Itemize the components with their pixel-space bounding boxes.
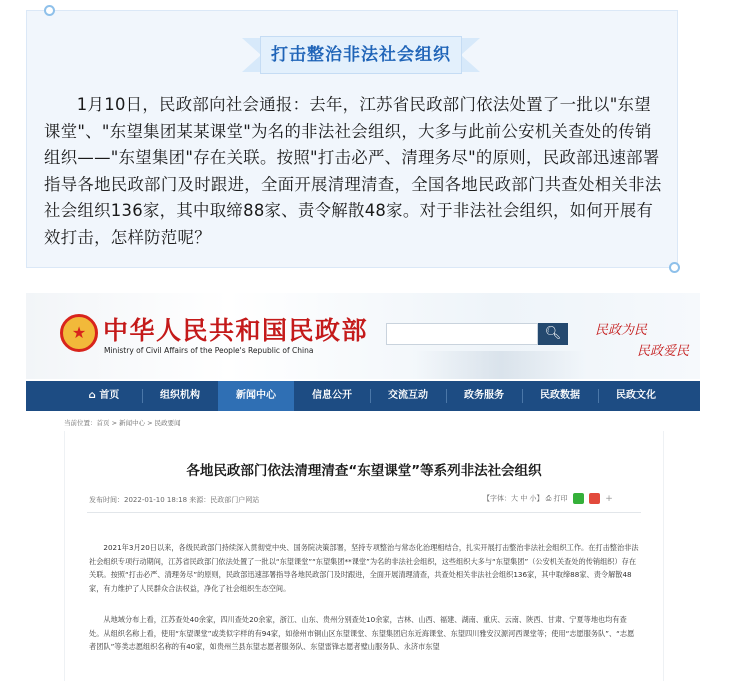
nav-civil-culture[interactable]: 民政文化	[616, 390, 656, 401]
article-title: 各地民政部门依法清理清查“东望课堂”等系列非法社会组织	[186, 463, 542, 479]
header-decoration	[416, 351, 586, 379]
card-paragraph: 1月10日，民政部向社会通报：去年，江苏省民政部门依法处置了一批以"东望课堂"、"东望集团某某课堂"为名的非法社会组织，大多与此前公安机关查处的传销组织——"东望集团"存在关联。按照"打击必严、清理务尽"的原则，民政部迅速部署指导各地民政部门及时跟进，全面开展清理清查，全国各地民政部门共查处相关非法社会组织136家，其中取缔88家、责令解散48家。对于非法社会组织，如何开展有效打击，怎样防范呢？	[44, 95, 662, 247]
nav-civil-data[interactable]: 民政数据	[540, 390, 580, 401]
print-link[interactable]: 打印	[553, 494, 568, 503]
print-icon[interactable]: ⎙	[545, 494, 552, 503]
site-subtitle: Ministry of Civil Affairs of the People's Republic of China	[104, 346, 314, 355]
article-paragraph: 2021年3月20日以来，各级民政部门持续深入贯彻党中央、国务院决策部署，坚持专项整治与常态化治理相结合，扎实开展打击整治非法社会组织工作。在打击整治非法社会组织专项行动期间，江苏省民政部门依法处置了一批以“东望课堂”“东望集团**课堂”为名的非法社会组织，这些组织大多与“东望集团”（公安机关查处的传销组织）存在关联。按照“打击必严、清理务尽”的原则，民政部迅速部署指导各地民政部门及时跟进，全面开展清理清查，共查处相关非法社会组织136家，其中取缔88家、责令解散48家，有力维护了人民群众合法权益，净化了社会组织生态空间。	[89, 543, 639, 593]
article-paragraph: 从地域分布上看，江苏查处40余家，四川查处20余家，浙江、山东、贵州分别查处10余家，吉林、山西、福建、湖南、重庆、云南、陕西、甘肃、宁夏等地也均有查处。从组织名称上看，使用“东望课堂”或类似字样的有94家，如徐州市铜山区东望课堂、东望集团启东近海课堂、东望四川雅安汉源河西课堂等；使用“志愿服务队”、“志愿者团队”等类志愿组织名称的有40家，如贵州兰县东望志愿者服务队、东望雷锋志愿者璧山服务队、永济市东望	[89, 615, 635, 651]
card-title: 打击整治非法社会组织	[271, 45, 451, 65]
corner-dot-bottom-right	[669, 262, 680, 273]
nav-interaction[interactable]: 交流互动	[388, 390, 428, 401]
site-header	[26, 293, 700, 379]
article-panel	[64, 431, 664, 681]
article-tools	[483, 493, 613, 504]
weibo-share-icon[interactable]	[589, 493, 600, 504]
main-nav	[26, 381, 700, 411]
ministry-website-screenshot	[26, 293, 700, 681]
meta-divider	[87, 512, 641, 513]
nav-home[interactable]: ⌂ 首页	[88, 390, 120, 401]
home-icon: ⌂	[88, 390, 100, 401]
search-button[interactable]	[538, 323, 568, 345]
nav-news-center[interactable]: 新闻中心	[218, 381, 294, 411]
slogan-2: 民政爱民	[637, 344, 690, 359]
title-banner	[242, 36, 480, 74]
slogan-1: 民政为民	[595, 323, 648, 338]
national-emblem-icon	[60, 314, 98, 352]
search-input[interactable]	[386, 323, 538, 345]
wechat-share-icon[interactable]	[573, 493, 584, 504]
font-size-control[interactable]: 【字体：大 中 小】	[483, 494, 544, 503]
more-share-icon[interactable]: +	[605, 493, 613, 504]
nav-organization[interactable]: 组织机构	[160, 390, 200, 401]
search-icon: 🔍︎	[544, 326, 562, 341]
corner-dot-top-left	[44, 5, 55, 16]
nav-government-services[interactable]: 政务服务	[464, 390, 504, 401]
article-meta: 发布时间：2022-01-10 18:18 来源：民政部门户网站	[89, 496, 260, 504]
site-title: 中华人民共和国民政部	[103, 316, 369, 345]
breadcrumb[interactable]: 当前位置：首页 > 新闻中心 > 民政要闻	[64, 419, 181, 427]
nav-info-disclosure[interactable]: 信息公开	[312, 390, 352, 401]
